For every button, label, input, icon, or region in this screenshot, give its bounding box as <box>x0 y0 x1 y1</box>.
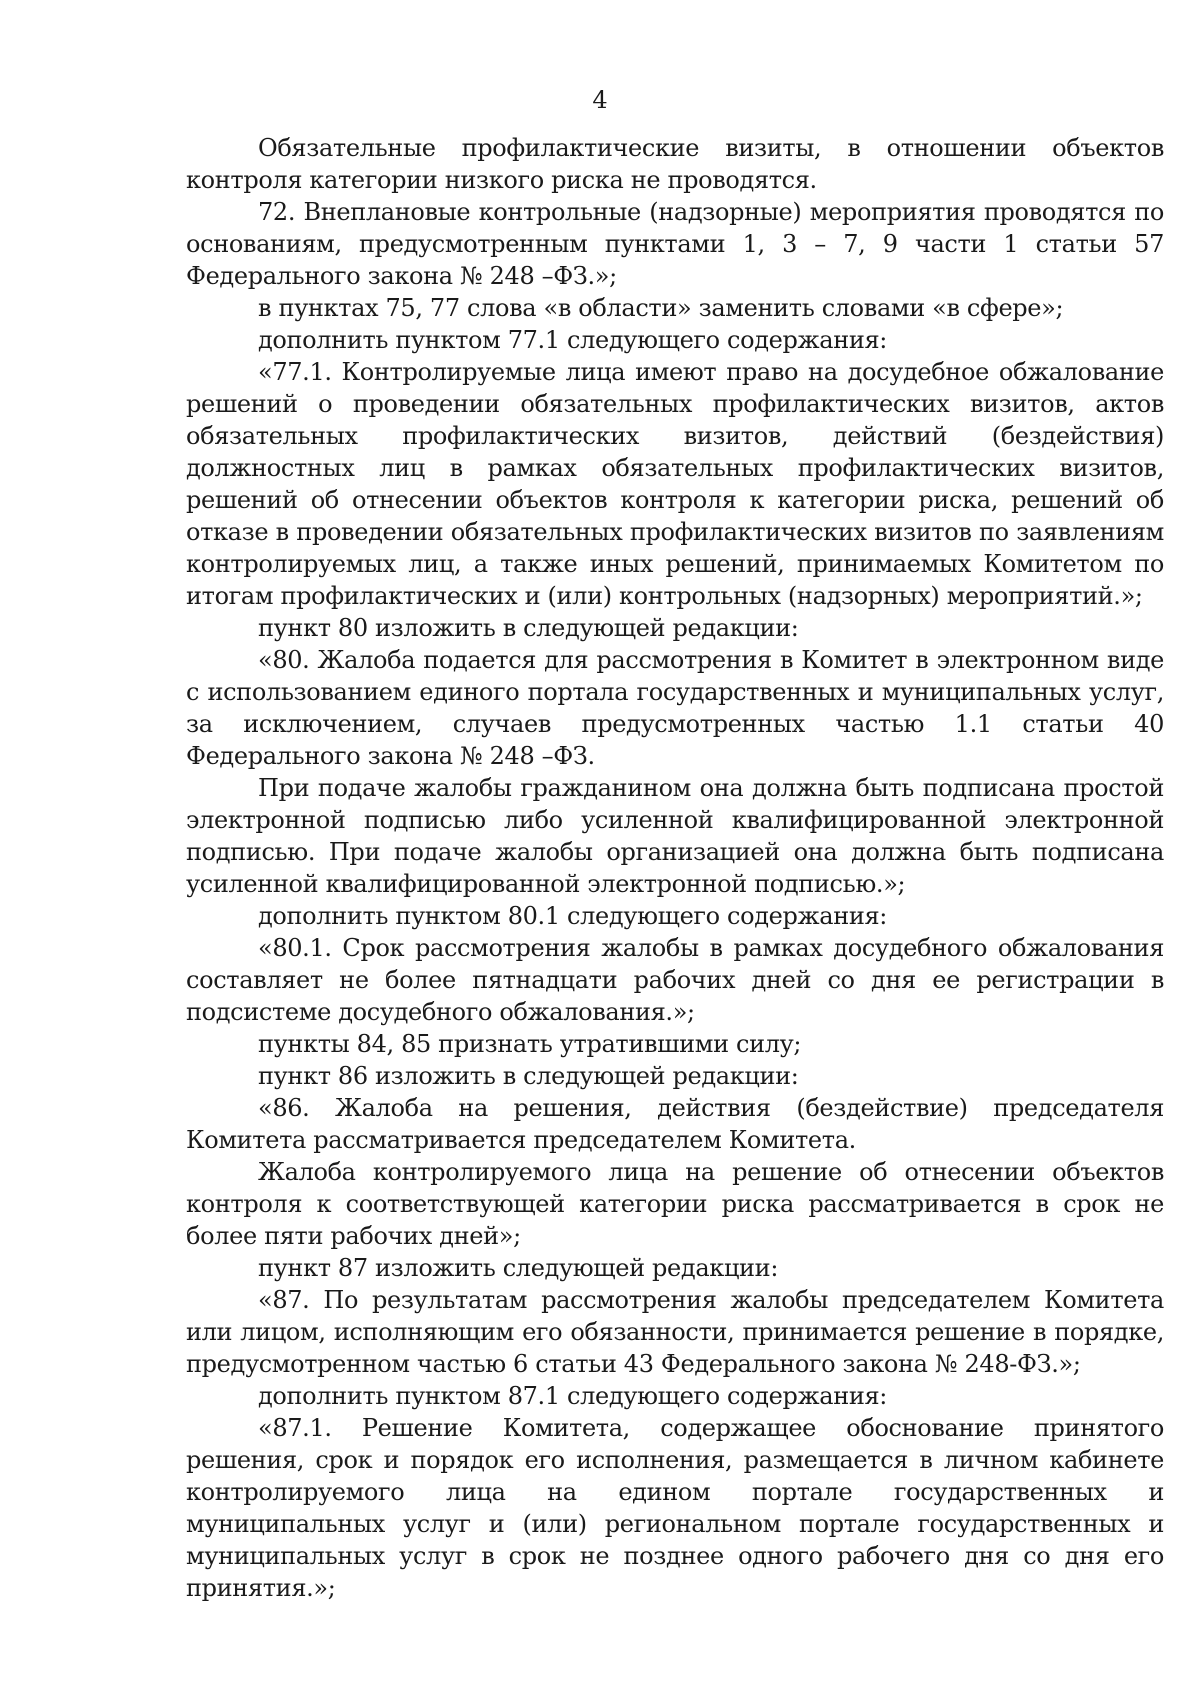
page-number: 4 <box>592 86 608 114</box>
paragraph: пункт 87 изложить следующей редакции: <box>258 1254 779 1282</box>
paragraph: «77.1. Контролируемые лица имеют право на досудебное обжалование решений о проведении обязательных профилактических визитов, актов обязательных профилактических визитов, действий (бездействия) должностных лиц в рамках обязательных профилактических визитов, решений об отнесении объектов контроля к категории риска, решений об отказе в проведении обязательных профилактических визитов по заявлениям контролируемых лиц, а также иных решений, принимаемых Комитетом по итогам профилактических и (или) контрольных (надзорных) мероприятий.»; <box>186 358 1164 610</box>
paragraph: дополнить пунктом 87.1 следующего содержания: <box>258 1382 888 1410</box>
paragraph: пункт 80 изложить в следующей редакции: <box>258 614 799 642</box>
paragraph: «80. Жалоба подается для рассмотрения в Комитет в электронном виде с использованием единого портала государственных и муниципальных услуг, за исключением, случаев предусмотренных частью 1.1 статьи 40 Федерального закона № 248 –ФЗ. <box>186 646 1164 770</box>
paragraph: пункт 86 изложить в следующей редакции: <box>258 1062 799 1090</box>
paragraph: «80.1. Срок рассмотрения жалобы в рамках досудебного обжалования составляет не более пятнадцати рабочих дней со дня ее регистрации в подсистеме досудебного обжалования.»; <box>186 934 1164 1026</box>
document-body <box>186 132 1164 1604</box>
paragraph: 72. Внеплановые контрольные (надзорные) мероприятия проводятся по основаниям, предусмотренным пунктами 1, 3 – 7, 9 части 1 статьи 57 Федерального закона № 248 –ФЗ.»; <box>186 198 1164 290</box>
paragraph: в пунктах 75, 77 слова «в области» заменить словами «в сфере»; <box>258 294 1064 322</box>
paragraph: пункты 84, 85 признать утратившими силу; <box>258 1030 802 1058</box>
paragraph: «86. Жалоба на решения, действия (бездействие) председателя Комитета рассматривается председателем Комитета. <box>186 1094 1164 1154</box>
paragraph: дополнить пунктом 80.1 следующего содержания: <box>258 902 888 930</box>
paragraph: Жалоба контролируемого лица на решение об отнесении объектов контроля к соответствующей категории риска рассматривается в срок не более пяти рабочих дней»; <box>186 1158 1164 1250</box>
paragraph: «87.1. Решение Комитета, содержащее обоснование принятого решения, срок и порядок его исполнения, размещается в личном кабинете контролируемого лица на едином портале государственных и муниципальных услуг и (или) региональном портале государственных и муниципальных услуг в срок не позднее одного рабочего дня со дня его принятия.»; <box>186 1414 1164 1602</box>
paragraph: «87. По результатам рассмотрения жалобы председателем Комитета или лицом, исполняющим его обязанности, принимается решение в порядке, предусмотренном частью 6 статьи 43 Федерального закона № 248-ФЗ.»; <box>186 1286 1164 1378</box>
paragraph: При подаче жалобы гражданином она должна быть подписана простой электронной подписью либо усиленной квалифицированной электронной подписью. При подаче жалобы организацией она должна быть подписана усиленной квалифицированной электронной подписью.»; <box>186 774 1164 898</box>
paragraph: дополнить пунктом 77.1 следующего содержания: <box>258 326 888 354</box>
paragraph: Обязательные профилактические визиты, в отношении объектов контроля категории низкого риска не проводятся. <box>186 134 1164 194</box>
